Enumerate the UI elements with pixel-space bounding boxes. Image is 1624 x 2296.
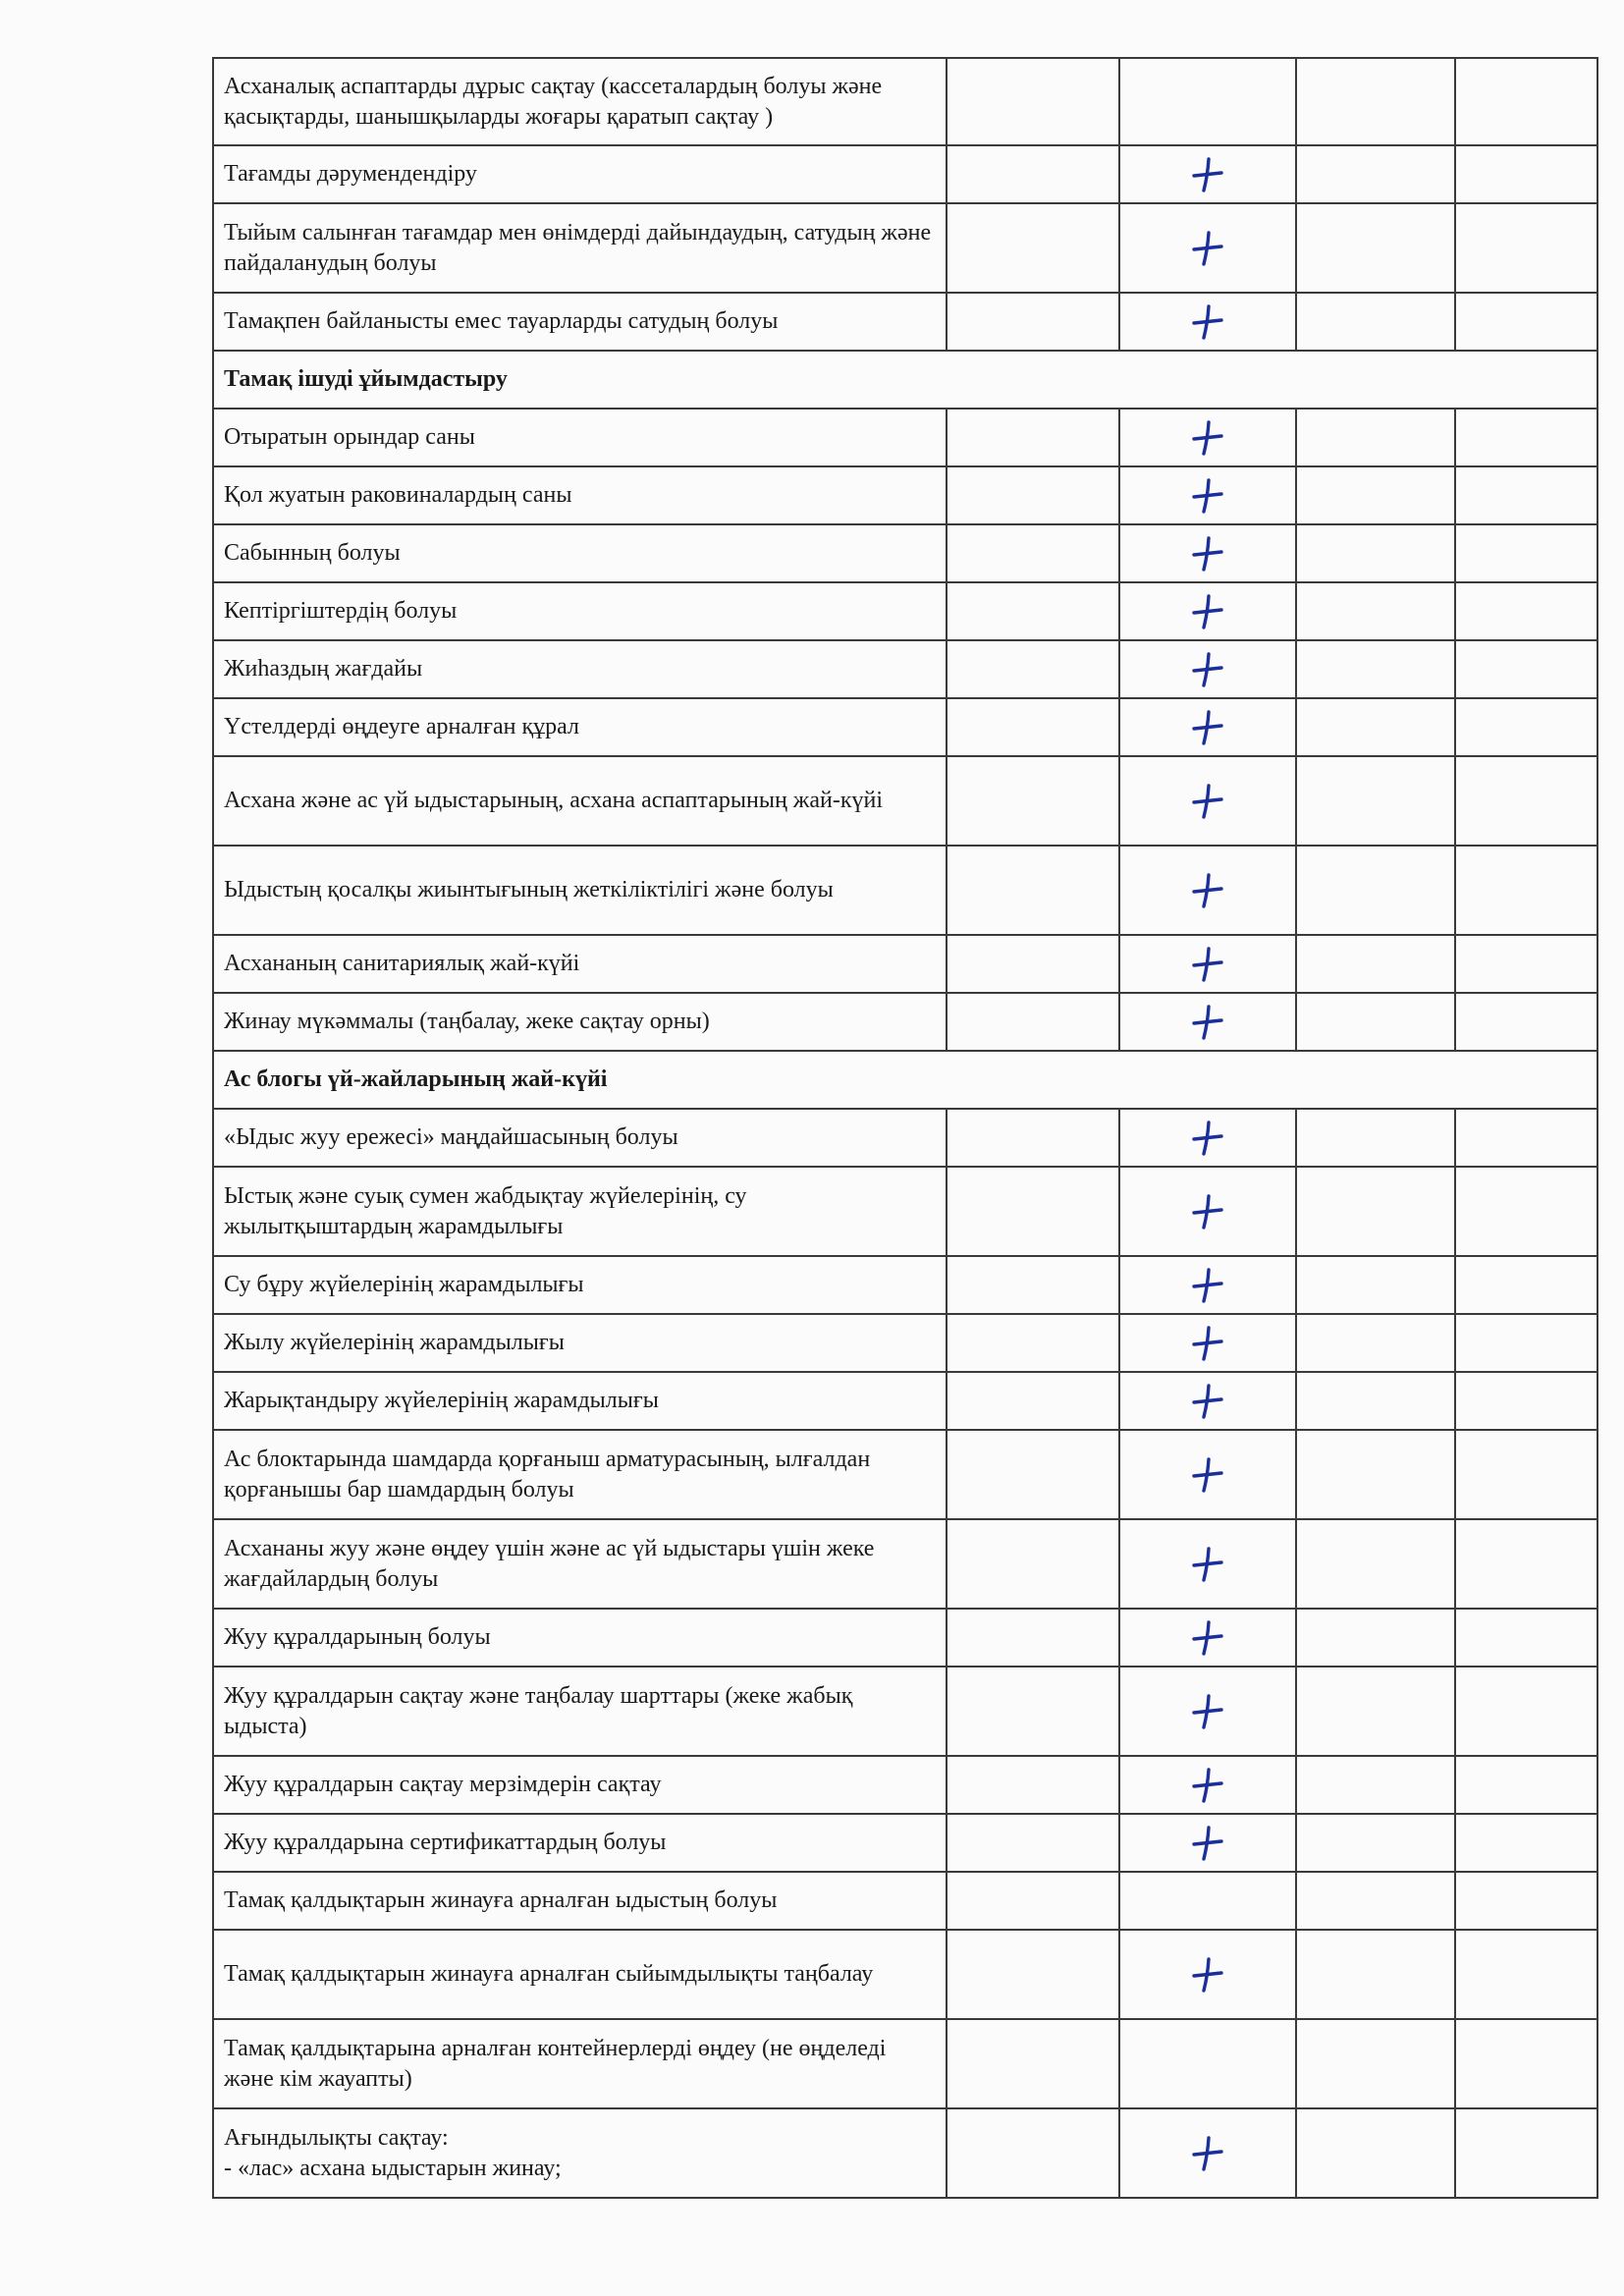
requirement-text: Отыратын орындар саны (213, 409, 947, 466)
plus-mark-icon (1188, 2134, 1227, 2173)
empty-cell (1296, 1109, 1455, 1167)
empty-cell (947, 582, 1119, 640)
table-row (213, 409, 1597, 466)
check-cell (1119, 2019, 1296, 2108)
check-cell (1119, 1372, 1296, 1430)
plus-mark-icon (1188, 155, 1227, 194)
empty-cell (1296, 640, 1455, 698)
table-row (213, 1167, 1597, 1256)
empty-cell (1296, 1667, 1455, 1756)
requirement-text: Ыдыстың қосалқы жиынтығының жеткіліктілігі және болуы (213, 846, 947, 935)
requirement-text: Қол жуатын раковиналардың саны (213, 466, 947, 524)
requirement-text: Кептіргіштердің болуы (213, 582, 947, 640)
empty-cell (947, 1314, 1119, 1372)
empty-cell (947, 1256, 1119, 1314)
empty-cell (1455, 1872, 1597, 1930)
table-row (213, 1314, 1597, 1372)
plus-mark-icon (1188, 1824, 1227, 1863)
empty-cell (1455, 203, 1597, 293)
requirement-text: Сабынның болуы (213, 524, 947, 582)
empty-cell (1296, 935, 1455, 993)
empty-cell (947, 993, 1119, 1051)
plus-mark-icon (1188, 871, 1227, 910)
empty-cell (947, 698, 1119, 756)
table-row (213, 2019, 1597, 2108)
table-row (213, 1109, 1597, 1167)
check-cell (1119, 145, 1296, 203)
table-row (213, 1667, 1597, 1756)
empty-cell (947, 1609, 1119, 1667)
empty-cell (1455, 1519, 1597, 1609)
empty-cell (947, 2108, 1119, 2198)
empty-cell (1296, 1756, 1455, 1814)
plus-mark-icon (1188, 476, 1227, 516)
empty-cell (947, 203, 1119, 293)
check-cell (1119, 1756, 1296, 1814)
table-row (213, 58, 1597, 145)
plus-mark-icon (1188, 945, 1227, 984)
empty-cell (1296, 993, 1455, 1051)
empty-cell (1455, 1756, 1597, 1814)
plus-mark-icon (1188, 782, 1227, 821)
empty-cell (947, 1372, 1119, 1430)
empty-cell (1296, 1314, 1455, 1372)
plus-mark-icon (1188, 1545, 1227, 1584)
empty-cell (1296, 293, 1455, 351)
empty-cell (1455, 1167, 1597, 1256)
empty-cell (1296, 1167, 1455, 1256)
plus-mark-icon (1188, 1382, 1227, 1421)
empty-cell (947, 293, 1119, 351)
empty-cell (947, 1872, 1119, 1930)
plus-mark-icon (1188, 1455, 1227, 1495)
check-cell (1119, 1930, 1296, 2019)
requirement-text: Тамақ қалдықтарын жинауға арналған ыдыстың болуы (213, 1872, 947, 1930)
requirement-text: Тамақ қалдықтарына арналған контейнерлерді өңдеу (не өңделеді және кім жауапты) (213, 2019, 947, 2108)
check-cell (1119, 1314, 1296, 1372)
empty-cell (947, 1519, 1119, 1609)
section-header-row (213, 351, 1597, 409)
checklist-sheet (212, 57, 1508, 2199)
table-row (213, 1519, 1597, 1609)
plus-mark-icon (1188, 229, 1227, 268)
table-row (213, 1930, 1597, 2019)
empty-cell (1455, 409, 1597, 466)
plus-mark-icon (1188, 534, 1227, 574)
empty-cell (1455, 1372, 1597, 1430)
empty-cell (947, 145, 1119, 203)
check-cell (1119, 1109, 1296, 1167)
empty-cell (947, 2019, 1119, 2108)
table-row (213, 1814, 1597, 1872)
empty-cell (1296, 1430, 1455, 1519)
requirement-text: Ыстық және суық сумен жабдықтау жүйелерінің, су жылытқыштардың жарамдылығы (213, 1167, 947, 1256)
checklist-table (212, 57, 1598, 2199)
table-row (213, 1756, 1597, 1814)
requirement-text: Асханалық аспаптарды дұрыс сақтау (кассеталардың болуы және қасықтарды, шанышқыларды жоғары қаратып сақтау ) (213, 58, 947, 145)
plus-mark-icon (1188, 1324, 1227, 1363)
checklist-body (213, 58, 1597, 2198)
empty-cell (1296, 846, 1455, 935)
empty-cell (1455, 1256, 1597, 1314)
table-row (213, 993, 1597, 1051)
check-cell (1119, 2108, 1296, 2198)
empty-cell (1296, 1519, 1455, 1609)
empty-cell (1455, 935, 1597, 993)
table-row (213, 582, 1597, 640)
check-cell (1119, 756, 1296, 846)
check-cell (1119, 203, 1296, 293)
empty-cell (947, 1930, 1119, 2019)
empty-cell (947, 466, 1119, 524)
empty-cell (947, 935, 1119, 993)
empty-cell (1455, 1930, 1597, 2019)
requirement-text: Асхана және ас үй ыдыстарының, асхана аспаптарының жай-күйі (213, 756, 947, 846)
check-cell (1119, 1667, 1296, 1756)
empty-cell (947, 409, 1119, 466)
empty-cell (947, 846, 1119, 935)
requirement-text: Жылу жүйелерінің жарамдылығы (213, 1314, 947, 1372)
empty-cell (1455, 2019, 1597, 2108)
requirement-text: Тыйым салынған тағамдар мен өнімдерді дайындаудың, сатудың және пайдаланудың болуы (213, 203, 947, 293)
empty-cell (947, 1430, 1119, 1519)
plus-mark-icon (1188, 1266, 1227, 1305)
empty-cell (1455, 293, 1597, 351)
requirement-text: Жуу құралдарына сертификаттардың болуы (213, 1814, 947, 1872)
section-title: Ас блогы үй-жайларының жай-күйі (213, 1051, 1597, 1109)
empty-cell (1296, 203, 1455, 293)
empty-cell (1296, 2019, 1455, 2108)
table-row (213, 1609, 1597, 1667)
check-cell (1119, 466, 1296, 524)
check-cell (1119, 1167, 1296, 1256)
table-row (213, 935, 1597, 993)
empty-cell (1455, 524, 1597, 582)
check-cell (1119, 1609, 1296, 1667)
requirement-text: Тамақ қалдықтарын жинауға арналған сыйымдылықты таңбалау (213, 1930, 947, 2019)
plus-mark-icon (1188, 708, 1227, 747)
empty-cell (947, 1109, 1119, 1167)
table-row (213, 1430, 1597, 1519)
empty-cell (1296, 1609, 1455, 1667)
requirement-text: Ағындылықты сақтау: - «лас» асхана ыдыстарын жинау; (213, 2108, 947, 2198)
empty-cell (947, 1167, 1119, 1256)
empty-cell (1296, 466, 1455, 524)
plus-mark-icon (1188, 1618, 1227, 1658)
empty-cell (1455, 58, 1597, 145)
empty-cell (1296, 1372, 1455, 1430)
requirement-text: Асхананың санитариялық жай-күйі (213, 935, 947, 993)
table-row (213, 203, 1597, 293)
check-cell (1119, 1814, 1296, 1872)
table-row (213, 698, 1597, 756)
requirement-text: Жиһаздың жағдайы (213, 640, 947, 698)
requirement-text: Тағамды дәрумендендіру (213, 145, 947, 203)
plus-mark-icon (1188, 1119, 1227, 1158)
check-cell (1119, 1872, 1296, 1930)
check-cell (1119, 993, 1296, 1051)
check-cell (1119, 58, 1296, 145)
check-cell (1119, 582, 1296, 640)
empty-cell (1296, 58, 1455, 145)
check-cell (1119, 846, 1296, 935)
empty-cell (1455, 993, 1597, 1051)
table-row (213, 1872, 1597, 1930)
table-row (213, 466, 1597, 524)
requirement-text: «Ыдыс жуу ережесі» маңдайшасының болуы (213, 1109, 947, 1167)
plus-mark-icon (1188, 418, 1227, 458)
empty-cell (1296, 1256, 1455, 1314)
check-cell (1119, 935, 1296, 993)
empty-cell (947, 640, 1119, 698)
plus-mark-icon (1188, 1955, 1227, 1995)
empty-cell (1455, 698, 1597, 756)
check-cell (1119, 698, 1296, 756)
section-header-row (213, 1051, 1597, 1109)
empty-cell (1455, 1314, 1597, 1372)
empty-cell (1296, 1930, 1455, 2019)
empty-cell (1296, 1814, 1455, 1872)
empty-cell (1296, 1872, 1455, 1930)
empty-cell (1455, 466, 1597, 524)
empty-cell (1455, 145, 1597, 203)
plus-mark-icon (1188, 1766, 1227, 1805)
empty-cell (947, 1814, 1119, 1872)
empty-cell (1455, 1814, 1597, 1872)
empty-cell (1296, 756, 1455, 846)
table-row (213, 524, 1597, 582)
empty-cell (1455, 846, 1597, 935)
table-row (213, 756, 1597, 846)
empty-cell (947, 524, 1119, 582)
empty-cell (1455, 1109, 1597, 1167)
section-title: Тамақ ішуді ұйымдастыру (213, 351, 1597, 409)
empty-cell (1455, 1430, 1597, 1519)
plus-mark-icon (1188, 302, 1227, 342)
empty-cell (947, 756, 1119, 846)
empty-cell (947, 58, 1119, 145)
table-row (213, 2108, 1597, 2198)
requirement-text: Су бұру жүйелерінің жарамдылығы (213, 1256, 947, 1314)
empty-cell (1455, 756, 1597, 846)
empty-cell (1296, 582, 1455, 640)
requirement-text: Асхананы жуу және өңдеу үшін және ас үй ыдыстары үшін жеке жағдайлардың болуы (213, 1519, 947, 1609)
empty-cell (947, 1667, 1119, 1756)
table-row (213, 1372, 1597, 1430)
empty-cell (1296, 524, 1455, 582)
requirement-text: Үстелдерді өңдеуге арналған құрал (213, 698, 947, 756)
empty-cell (1296, 409, 1455, 466)
requirement-text: Жинау мүкәммалы (таңбалау, жеке сақтау орны) (213, 993, 947, 1051)
requirement-text: Жуу құралдарын сақтау мерзімдерін сақтау (213, 1756, 947, 1814)
empty-cell (1296, 145, 1455, 203)
empty-cell (1296, 2108, 1455, 2198)
empty-cell (1455, 1667, 1597, 1756)
table-row (213, 846, 1597, 935)
table-row (213, 640, 1597, 698)
check-cell (1119, 1519, 1296, 1609)
check-cell (1119, 1256, 1296, 1314)
check-cell (1119, 409, 1296, 466)
empty-cell (1455, 640, 1597, 698)
check-cell (1119, 293, 1296, 351)
empty-cell (1296, 698, 1455, 756)
requirement-text: Тамақпен байланысты емес тауарларды сатудың болуы (213, 293, 947, 351)
table-row (213, 1256, 1597, 1314)
requirement-text: Ас блоктарында шамдарда қорғаныш арматурасының, ылғалдан қорғанышы бар шамдардың болуы (213, 1430, 947, 1519)
plus-mark-icon (1188, 1003, 1227, 1042)
table-row (213, 293, 1597, 351)
empty-cell (1455, 1609, 1597, 1667)
empty-cell (947, 1756, 1119, 1814)
table-row (213, 145, 1597, 203)
plus-mark-icon (1188, 1692, 1227, 1731)
requirement-text: Жарықтандыру жүйелерінің жарамдылығы (213, 1372, 947, 1430)
empty-cell (1455, 582, 1597, 640)
empty-cell (1455, 2108, 1597, 2198)
check-cell (1119, 640, 1296, 698)
requirement-text: Жуу құралдарының болуы (213, 1609, 947, 1667)
check-cell (1119, 1430, 1296, 1519)
plus-mark-icon (1188, 592, 1227, 631)
plus-mark-icon (1188, 1192, 1227, 1231)
check-cell (1119, 524, 1296, 582)
requirement-text: Жуу құралдарын сақтау және таңбалау шарттары (жеке жабық ыдыста) (213, 1667, 947, 1756)
plus-mark-icon (1188, 650, 1227, 689)
